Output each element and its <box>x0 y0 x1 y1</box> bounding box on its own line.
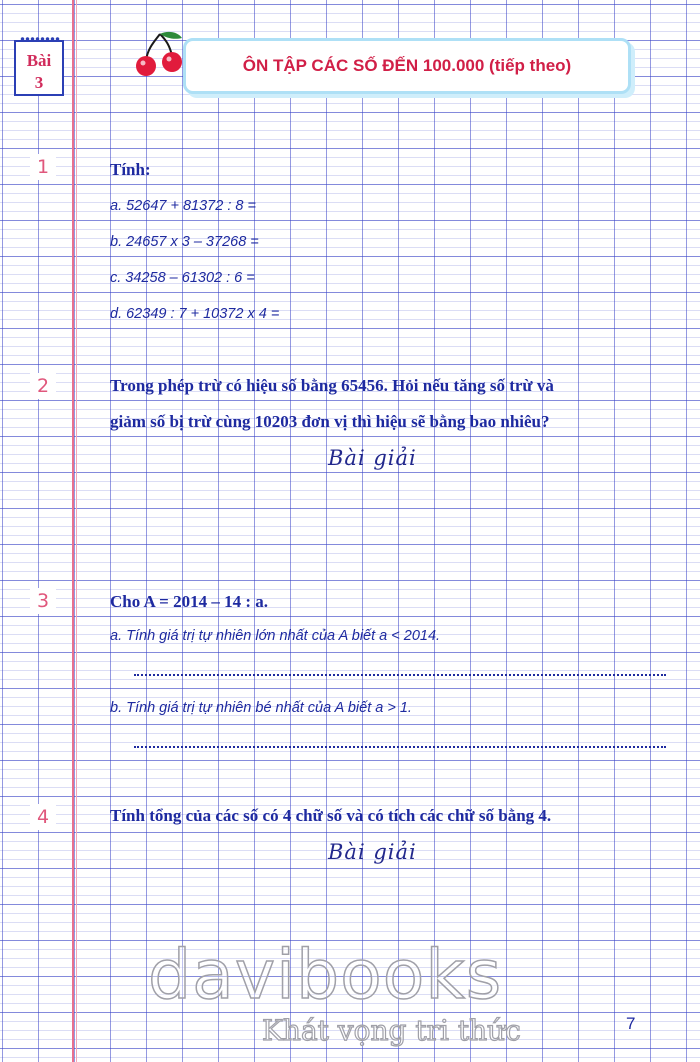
answer-line-b <box>134 746 666 748</box>
exercise-4-prompt: Tính tổng của các số có 4 chữ số và có tích các chữ số bằng 4. <box>110 806 552 825</box>
exercise-2-prompt-line2: giảm số bị trừ cùng 10203 đơn vị thì hiệu sẽ bằng bao nhiêu? <box>110 412 550 431</box>
exercise-1-item-d: d. 62349 : 7 + 10372 x 4 = <box>110 306 280 322</box>
exercise-2-number: 2 <box>30 373 56 399</box>
exercise-4-solution-label: Bài giải <box>328 840 417 864</box>
exercise-1-item-c: c. 34258 – 61302 : 6 = <box>110 270 255 286</box>
notebook-rings-icon <box>20 35 60 43</box>
badge-label: Bài <box>26 51 52 70</box>
page-title-text: ÔN TẬP CÁC SỐ ĐẾN 100.000 (tiếp theo) <box>242 56 572 75</box>
exercise-3-number: 3 <box>30 588 56 614</box>
margin-line-secondary <box>76 0 77 1062</box>
exercise-3-item-a: a. Tính giá trị tự nhiên lớn nhất của A biết a < 2014. <box>110 628 441 644</box>
badge-number: 3 <box>34 73 44 92</box>
exercise-3-prompt: Cho A = 2014 – 14 : a. <box>110 592 268 611</box>
page-number: 7 <box>626 1014 636 1033</box>
answer-line-a <box>134 674 666 676</box>
exercise-1-item-a: a. 52647 + 81372 : 8 = <box>110 198 256 214</box>
exercise-3-item-b: b. Tính giá trị tự nhiên bé nhất của A biết a > 1. <box>110 700 412 716</box>
exercise-2-prompt-line1: Trong phép trừ có hiệu số bằng 65456. Hỏi nếu tăng số trừ và <box>110 376 554 395</box>
exercise-2-solution-label: Bài giải <box>328 446 417 470</box>
exercise-1-number: 1 <box>30 154 56 180</box>
exercise-4-number: 4 <box>30 804 56 830</box>
margin-line <box>72 0 74 1062</box>
lesson-badge <box>14 40 64 96</box>
exercise-1-item-b: b. 24657 x 3 – 37268 = <box>110 234 259 250</box>
page-title <box>183 38 631 94</box>
watermark-logo: davibooks <box>148 936 503 1015</box>
watermark-slogan: Khát vọng tri thức <box>262 1014 521 1047</box>
exercise-1-prompt: Tính: <box>110 160 151 179</box>
